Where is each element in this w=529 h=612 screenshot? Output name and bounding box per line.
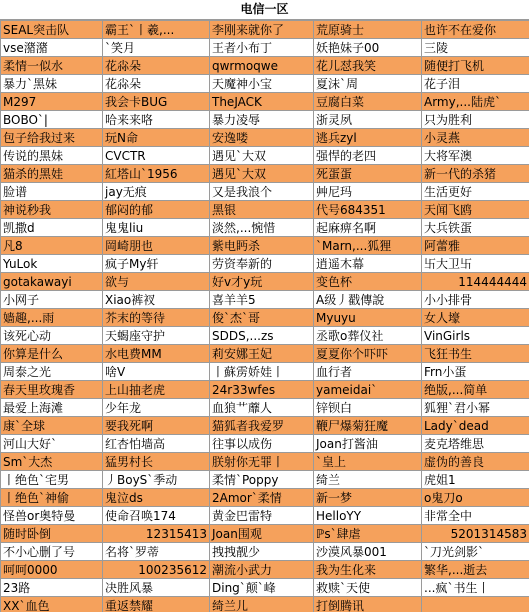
- table-row: [1, 435, 529, 453]
- table-cell[interactable]: 重返禁耀: [103, 597, 210, 612]
- table-cell[interactable]: Army,...陆虎`: [422, 93, 529, 111]
- table-cell[interactable]: 往事以成伤: [210, 435, 314, 453]
- name-table: [0, 20, 529, 612]
- table-cell[interactable]: 救赎`天使: [314, 579, 422, 597]
- table-cell[interactable]: 锌钡白: [314, 399, 422, 417]
- table-cell[interactable]: 红杏怕墙高: [103, 435, 210, 453]
- table-cell[interactable]: 俊`杰`哥: [210, 309, 314, 327]
- table-cell[interactable]: Myuyu: [314, 309, 422, 327]
- table-cell[interactable]: 5201314583: [422, 525, 529, 543]
- table-cell[interactable]: 24r33wfes: [210, 381, 314, 399]
- table-row: [1, 327, 529, 345]
- table-row: [1, 219, 529, 237]
- table-cell[interactable]: 血狼艹蘼人: [210, 399, 314, 417]
- table-cell[interactable]: 丞歌o葬仪社: [314, 327, 422, 345]
- table-cell[interactable]: M297: [1, 93, 103, 111]
- table-cell[interactable]: 我会卡BUG: [103, 93, 210, 111]
- table-row: [1, 75, 529, 93]
- table-cell[interactable]: 郁闷的郁: [103, 201, 210, 219]
- table-cell[interactable]: 女人壕: [422, 309, 529, 327]
- table-row: [1, 345, 529, 363]
- table-cell[interactable]: 霸王`丨羲,...: [103, 21, 210, 39]
- table-cell[interactable]: 随便打飞机: [422, 57, 529, 75]
- table-cell[interactable]: 拽拽靓少: [210, 543, 314, 561]
- table-cell[interactable]: 虚伪的善良: [422, 453, 529, 471]
- table-cell[interactable]: 生活更好: [422, 183, 529, 201]
- table-cell[interactable]: `皇上: [314, 453, 422, 471]
- table-cell[interactable]: 花尛朵: [103, 57, 210, 75]
- table-cell[interactable]: 疯子My轩: [103, 255, 210, 273]
- table-cell[interactable]: 丨蘇雳娇娃丨: [210, 363, 314, 381]
- table-cell[interactable]: XX`血色: [1, 597, 103, 612]
- table-cell[interactable]: 花尛朵: [103, 75, 210, 93]
- table-cell[interactable]: `刀光剑影`: [422, 543, 529, 561]
- table-cell[interactable]: 夏沫`周: [314, 75, 422, 93]
- table-cell[interactable]: jay无痕: [103, 183, 210, 201]
- table-cell[interactable]: 花儿怼我笑: [314, 57, 422, 75]
- table-cell[interactable]: YuLok: [1, 255, 103, 273]
- table-cell[interactable]: TheJACK: [210, 93, 314, 111]
- table-row: [1, 21, 529, 39]
- table-row: [1, 93, 529, 111]
- table-cell[interactable]: CVCTR: [103, 147, 210, 165]
- table-cell[interactable]: 安逸喽: [210, 129, 314, 147]
- table-row: [1, 507, 529, 525]
- table-row: [1, 183, 529, 201]
- table-cell[interactable]: 只为胜利: [422, 111, 529, 129]
- table-row: [1, 39, 529, 57]
- table-cell[interactable]: 阿蕾雅: [422, 237, 529, 255]
- table-row: [1, 417, 529, 435]
- table-cell[interactable]: yameidai`: [314, 381, 422, 399]
- table-cell[interactable]: `Marn,...狐狸: [314, 237, 422, 255]
- table-cell[interactable]: 小小排骨: [422, 291, 529, 309]
- table-row: [1, 579, 529, 597]
- table-row: [1, 273, 529, 291]
- table-cell[interactable]: 嫱趣,...雨: [1, 309, 103, 327]
- table-cell[interactable]: 也许不在爱你: [422, 21, 529, 39]
- name-table-body: [1, 21, 529, 612]
- table-row: [1, 597, 529, 612]
- table-cell[interactable]: 荒原骑士: [314, 21, 422, 39]
- table-row: [1, 129, 529, 147]
- table-cell[interactable]: 神说秒我: [1, 201, 103, 219]
- table-cell[interactable]: 我为生化来: [314, 561, 422, 579]
- table-cell[interactable]: 23路: [1, 579, 103, 597]
- table-cell[interactable]: A级丿戳傳說: [314, 291, 422, 309]
- table-row: [1, 201, 529, 219]
- table-cell[interactable]: 浙灵夙: [314, 111, 422, 129]
- table-cell[interactable]: 黄金巴雷特: [210, 507, 314, 525]
- table-cell[interactable]: 柔情`Poppy: [210, 471, 314, 489]
- table-cell[interactable]: Lady`dead: [422, 417, 529, 435]
- table-cell[interactable]: 康`全球: [1, 417, 103, 435]
- table-cell[interactable]: 李刚来就你了: [210, 21, 314, 39]
- table-row: [1, 489, 529, 507]
- table-cell[interactable]: 周泰之光: [1, 363, 103, 381]
- table-cell[interactable]: Sm`大杰: [1, 453, 103, 471]
- table-cell[interactable]: Ding`颠`峰: [210, 579, 314, 597]
- table-cell[interactable]: 花子泪: [422, 75, 529, 93]
- table-row: [1, 255, 529, 273]
- table-cell[interactable]: 莉安娜王妃: [210, 345, 314, 363]
- table-cell[interactable]: Joan打酱油: [314, 435, 422, 453]
- table-cell[interactable]: gotakawayi: [1, 273, 103, 291]
- table-cell[interactable]: 114444444: [422, 273, 529, 291]
- table-cell[interactable]: 传说的黑妹: [1, 147, 103, 165]
- table-cell[interactable]: 少年龙: [103, 399, 210, 417]
- table-cell[interactable]: 脸谱: [1, 183, 103, 201]
- table-row: [1, 291, 529, 309]
- table-cell[interactable]: 呵呵0000: [1, 561, 103, 579]
- table-cell[interactable]: 小灵燕: [422, 129, 529, 147]
- table-cell[interactable]: 猫杀的黑娃: [1, 165, 103, 183]
- table-cell[interactable]: 鬼鬼liu: [103, 219, 210, 237]
- table-cell[interactable]: VinGirls: [422, 327, 529, 345]
- table-cell[interactable]: 芥末的等待: [103, 309, 210, 327]
- table-cell[interactable]: `笑月: [103, 39, 210, 57]
- table-cell[interactable]: 黑银: [210, 201, 314, 219]
- table-cell[interactable]: 夏夏你个吓吓: [314, 345, 422, 363]
- table-cell[interactable]: 凯撒d: [1, 219, 103, 237]
- table-cell[interactable]: 血行者: [314, 363, 422, 381]
- table-cell[interactable]: 好v才y玩: [210, 273, 314, 291]
- table-cell[interactable]: 暴力凌辱: [210, 111, 314, 129]
- table-cell[interactable]: 水电费MM: [103, 345, 210, 363]
- table-cell[interactable]: 鬼泣ds: [103, 489, 210, 507]
- table-cell[interactable]: 绮兰儿: [210, 597, 314, 612]
- table-cell[interactable]: 绝版,...简单: [422, 381, 529, 399]
- table-cell[interactable]: 艸尼玛: [314, 183, 422, 201]
- table-row: [1, 525, 529, 543]
- table-cell[interactable]: 变色杯: [314, 273, 422, 291]
- table-cell[interactable]: 不小心删了号: [1, 543, 103, 561]
- table-cell[interactable]: 大兵铁蛋: [422, 219, 529, 237]
- table-cell[interactable]: 你算是什么: [1, 345, 103, 363]
- table-cell[interactable]: 卐大卫卐: [422, 255, 529, 273]
- table-row: [1, 561, 529, 579]
- table-cell[interactable]: 狐狸`君小幂: [422, 399, 529, 417]
- table-cell[interactable]: Xiao裤衩: [103, 291, 210, 309]
- table-cell[interactable]: 打倒腾讯: [314, 597, 422, 612]
- table-cell[interactable]: 代号684351: [314, 201, 422, 219]
- table-cell[interactable]: 王者小布丁: [210, 39, 314, 57]
- table-cell[interactable]: 该死心动: [1, 327, 103, 345]
- table-cell[interactable]: 啥V: [103, 363, 210, 381]
- table-cell[interactable]: 小网子: [1, 291, 103, 309]
- table-cell[interactable]: 春天里玫瑰香: [1, 381, 103, 399]
- sheet-title: 电信一区: [0, 0, 529, 20]
- table-cell[interactable]: 天闻飞鸥: [422, 201, 529, 219]
- table-cell[interactable]: 死蛋蛋: [314, 165, 422, 183]
- table-cell[interactable]: 包子给我过来: [1, 129, 103, 147]
- table-cell[interactable]: 决胜风暴: [103, 579, 210, 597]
- table-row: [1, 309, 529, 327]
- table-cell[interactable]: SEAL突击队: [1, 21, 103, 39]
- table-cell[interactable]: 三陵: [422, 39, 529, 57]
- table-row: [1, 453, 529, 471]
- table-cell[interactable]: 遇见`大双: [210, 165, 314, 183]
- table-cell[interactable]: 最爱上海滩: [1, 399, 103, 417]
- table-row: [1, 363, 529, 381]
- table-cell[interactable]: 玩N命: [103, 129, 210, 147]
- table-cell[interactable]: 名将`罗蒂: [103, 543, 210, 561]
- table-row: [1, 111, 529, 129]
- table-cell[interactable]: 妖艳妹子00: [314, 39, 422, 57]
- table-cell[interactable]: 暴力`黑妹: [1, 75, 103, 93]
- table-cell[interactable]: 柔情一似水: [1, 57, 103, 75]
- table-cell[interactable]: 麦克塔维思: [422, 435, 529, 453]
- table-cell[interactable]: 12315413: [103, 525, 210, 543]
- table-row: [1, 57, 529, 75]
- table-cell[interactable]: 天蝎座守护: [103, 327, 210, 345]
- table-cell[interactable]: qwrmoqwe: [210, 57, 314, 75]
- table-cell[interactable]: BOBO`|: [1, 111, 103, 129]
- table-row: [1, 381, 529, 399]
- table-cell[interactable]: 使命召唤174: [103, 507, 210, 525]
- table-cell[interactable]: 起麻痹名啊: [314, 219, 422, 237]
- table-cell[interactable]: 豆腐白菜: [314, 93, 422, 111]
- table-row: [1, 165, 529, 183]
- table-cell[interactable]: 新一代的杀猪: [422, 165, 529, 183]
- table-cell[interactable]: 朕射你无罪丨: [210, 453, 314, 471]
- table-cell[interactable]: 遇见`大双: [210, 147, 314, 165]
- table-row: [1, 237, 529, 255]
- table-cell[interactable]: vse潴潴: [1, 39, 103, 57]
- table-cell[interactable]: ...疯`书生丨: [422, 579, 529, 597]
- table-cell[interactable]: 随时卧倒: [1, 525, 103, 543]
- table-row: [1, 471, 529, 489]
- table-cell[interactable]: 鞭尸爆菊狂魔: [314, 417, 422, 435]
- table-cell[interactable]: 繁华,...逝去: [422, 561, 529, 579]
- table-cell[interactable]: 绮兰: [314, 471, 422, 489]
- table-cell[interactable]: 100235612: [103, 561, 210, 579]
- table-cell[interactable]: 新一梦: [314, 489, 422, 507]
- table-cell[interactable]: 丿BoyS`季动: [103, 471, 210, 489]
- table-cell[interactable]: 天魔神小宝: [210, 75, 314, 93]
- table-row: [1, 399, 529, 417]
- table-cell[interactable]: ℙs`肆虐: [314, 525, 422, 543]
- table-cell[interactable]: 强悍的老四: [314, 147, 422, 165]
- table-cell[interactable]: 凡8: [1, 237, 103, 255]
- table-cell[interactable]: 怪兽or奥特曼: [1, 507, 103, 525]
- table-cell[interactable]: 非常全中: [422, 507, 529, 525]
- table-cell[interactable]: 又是我浪个: [210, 183, 314, 201]
- table-cell[interactable]: 逃兵zyl: [314, 129, 422, 147]
- table-cell[interactable]: 上山抽老虎: [103, 381, 210, 399]
- table-cell[interactable]: 哈来来咯: [103, 111, 210, 129]
- table-cell[interactable]: [422, 597, 529, 612]
- table-cell[interactable]: 紅塔山`1956: [103, 165, 210, 183]
- table-cell[interactable]: 猫狐者我爱罗: [210, 417, 314, 435]
- table-row: [1, 147, 529, 165]
- table-cell[interactable]: 喜羊羊5: [210, 291, 314, 309]
- table-row: [1, 543, 529, 561]
- table-cell[interactable]: 2Amor`柔情: [210, 489, 314, 507]
- table-cell[interactable]: 劳资奉新的: [210, 255, 314, 273]
- table-cell[interactable]: 丨绝色`宅男: [1, 471, 103, 489]
- table-cell[interactable]: 河山大好`: [1, 435, 103, 453]
- table-cell[interactable]: 大将军澳: [422, 147, 529, 165]
- table-cell[interactable]: 欲与: [103, 273, 210, 291]
- table-cell[interactable]: 虎姐1: [422, 471, 529, 489]
- table-cell[interactable]: 猛男村长: [103, 453, 210, 471]
- table-cell[interactable]: 飞狂书生: [422, 345, 529, 363]
- table-cell[interactable]: HelloYY: [314, 507, 422, 525]
- table-cell[interactable]: 潮流小武力: [210, 561, 314, 579]
- table-cell[interactable]: 要我死啊: [103, 417, 210, 435]
- table-cell[interactable]: SDDS,...zs: [210, 327, 314, 345]
- table-cell[interactable]: 沙漠风暴001: [314, 543, 422, 561]
- table-cell[interactable]: 逍遥木幕: [314, 255, 422, 273]
- table-cell[interactable]: Joan围观: [210, 525, 314, 543]
- table-cell[interactable]: Frn小蛋: [422, 363, 529, 381]
- table-cell[interactable]: 紫电眄杀: [210, 237, 314, 255]
- table-cell[interactable]: 丨绝色`神偷: [1, 489, 103, 507]
- table-cell[interactable]: 岡崎朋也: [103, 237, 210, 255]
- table-cell[interactable]: o鬼刀o: [422, 489, 529, 507]
- table-cell[interactable]: 淡然,...惋惜: [210, 219, 314, 237]
